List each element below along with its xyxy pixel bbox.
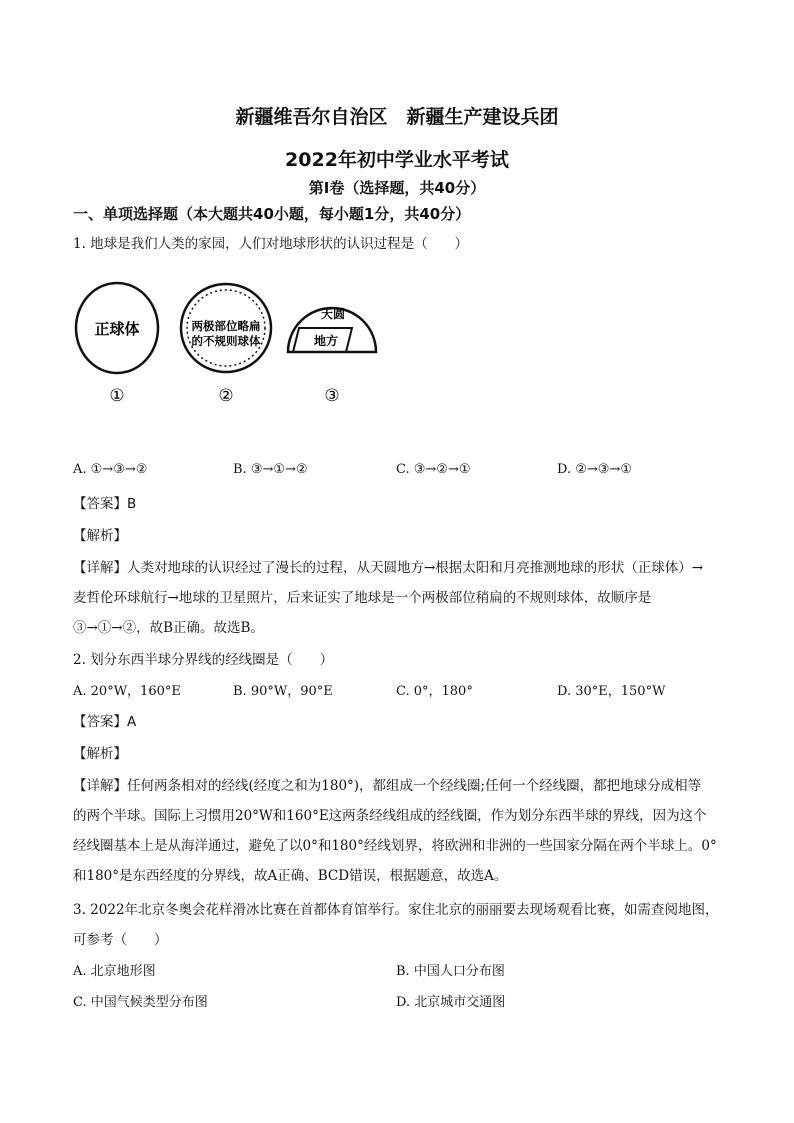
q2-analysis-label: 【解析】: [73, 746, 127, 762]
q2-detail-line4: 和180°是东西经度的分界线，故A正确、BCD错误，根据题意，故选A。: [73, 868, 508, 884]
q2-detail-line3: 经线圈基本上是从海洋通过，避免了以0°和180°经线划界，将欧洲和非洲的一些国家分隔在两个半球上。0°: [73, 838, 717, 854]
q3-stem-line1: 3. 2022年北京冬奥会花样滑冰比赛在首都体育馆举行。家住北京的丽丽要去现场观看比赛，如需查阅地图，: [73, 902, 719, 918]
dome-top-text: 天圆: [320, 307, 346, 321]
q2-option-d[interactable]: D. 30°E，150°W: [557, 684, 666, 699]
q3-stem-line2: 可参考（ ）: [73, 932, 168, 948]
q1-analysis-label: 【解析】: [73, 528, 127, 544]
q3-option-d[interactable]: D. 北京城市交通图: [396, 995, 506, 1010]
part-title: 第Ⅰ卷（选择题，共40分）: [308, 179, 486, 197]
q1-figure: [70, 270, 390, 420]
circle2-line2: 的不规则球体: [191, 334, 261, 348]
exam-title-line2: 2022年初中学业水平考试: [285, 149, 509, 171]
q1-detail-line2: 麦哲伦环球航行→地球的卫星照片，后来证实了地球是一个两极部位稍扁的不规则球体，故顺序是: [73, 590, 652, 606]
q2-stem: 2. 划分东西半球分界线的经线圈是（ ）: [73, 652, 334, 668]
q2-detail-line2: 的两个半球。国际上习惯用20°W和160°E这两条经线组成的经线圈，作为划分东西半球的界线，因为这个: [73, 808, 707, 824]
dome-bottom-text: 地方: [313, 334, 339, 348]
q1-option-b[interactable]: B. ③→①→②: [233, 462, 308, 477]
q2-option-c[interactable]: C. 0°，180°: [396, 684, 473, 699]
figure-label-3: ③: [324, 386, 340, 406]
sky-earth-figure-3: [288, 306, 376, 352]
circle2-line1: 两极部位略扁: [191, 319, 261, 333]
q3-option-c[interactable]: C. 中国气候类型分布图: [73, 995, 208, 1010]
q3-option-a[interactable]: A. 北京地形图: [73, 964, 156, 979]
q2-option-b[interactable]: B. 90°W，90°E: [233, 684, 333, 699]
q2-detail-line1: 【详解】任何两条相对的经线(经度之和为180°)，都组成一个经线圈;任何一个经线圈，都把地球分成相等: [73, 778, 702, 794]
figure-label-1: ①: [109, 386, 125, 406]
q2-answer: 【答案】A: [73, 714, 137, 730]
q1-option-d[interactable]: D. ②→③→①: [557, 462, 632, 477]
q2-option-a[interactable]: A. 20°W，160°E: [73, 684, 181, 699]
circle1-text: 正球体: [94, 320, 140, 338]
exam-title-line1: 新疆维吾尔自治区 新疆生产建设兵团: [235, 106, 559, 128]
sphere-figure-1: [76, 283, 158, 373]
figure-label-2: ②: [218, 386, 234, 406]
q1-detail-line3: ③→①→②，故B正确。故选B。: [73, 620, 264, 636]
q1-answer: 【答案】B: [73, 496, 137, 512]
q1-option-c[interactable]: C. ③→②→①: [396, 462, 471, 477]
q1-stem: 1. 地球是我们人类的家园，人们对地球形状的认识过程是（ ）: [73, 236, 469, 252]
q1-option-a[interactable]: A. ①→③→②: [73, 462, 148, 477]
q3-option-b[interactable]: B. 中国人口分布图: [396, 964, 505, 979]
section-title: 一、单项选择题（本大题共40小题，每小题1分，共40分）: [73, 205, 471, 223]
q1-detail-line1: 【详解】人类对地球的认识经过了漫长的过程，从天圆地方→根据太阳和月亮推测地球的形状（正球体）→: [73, 560, 704, 576]
sphere-figure-2: [181, 284, 271, 372]
